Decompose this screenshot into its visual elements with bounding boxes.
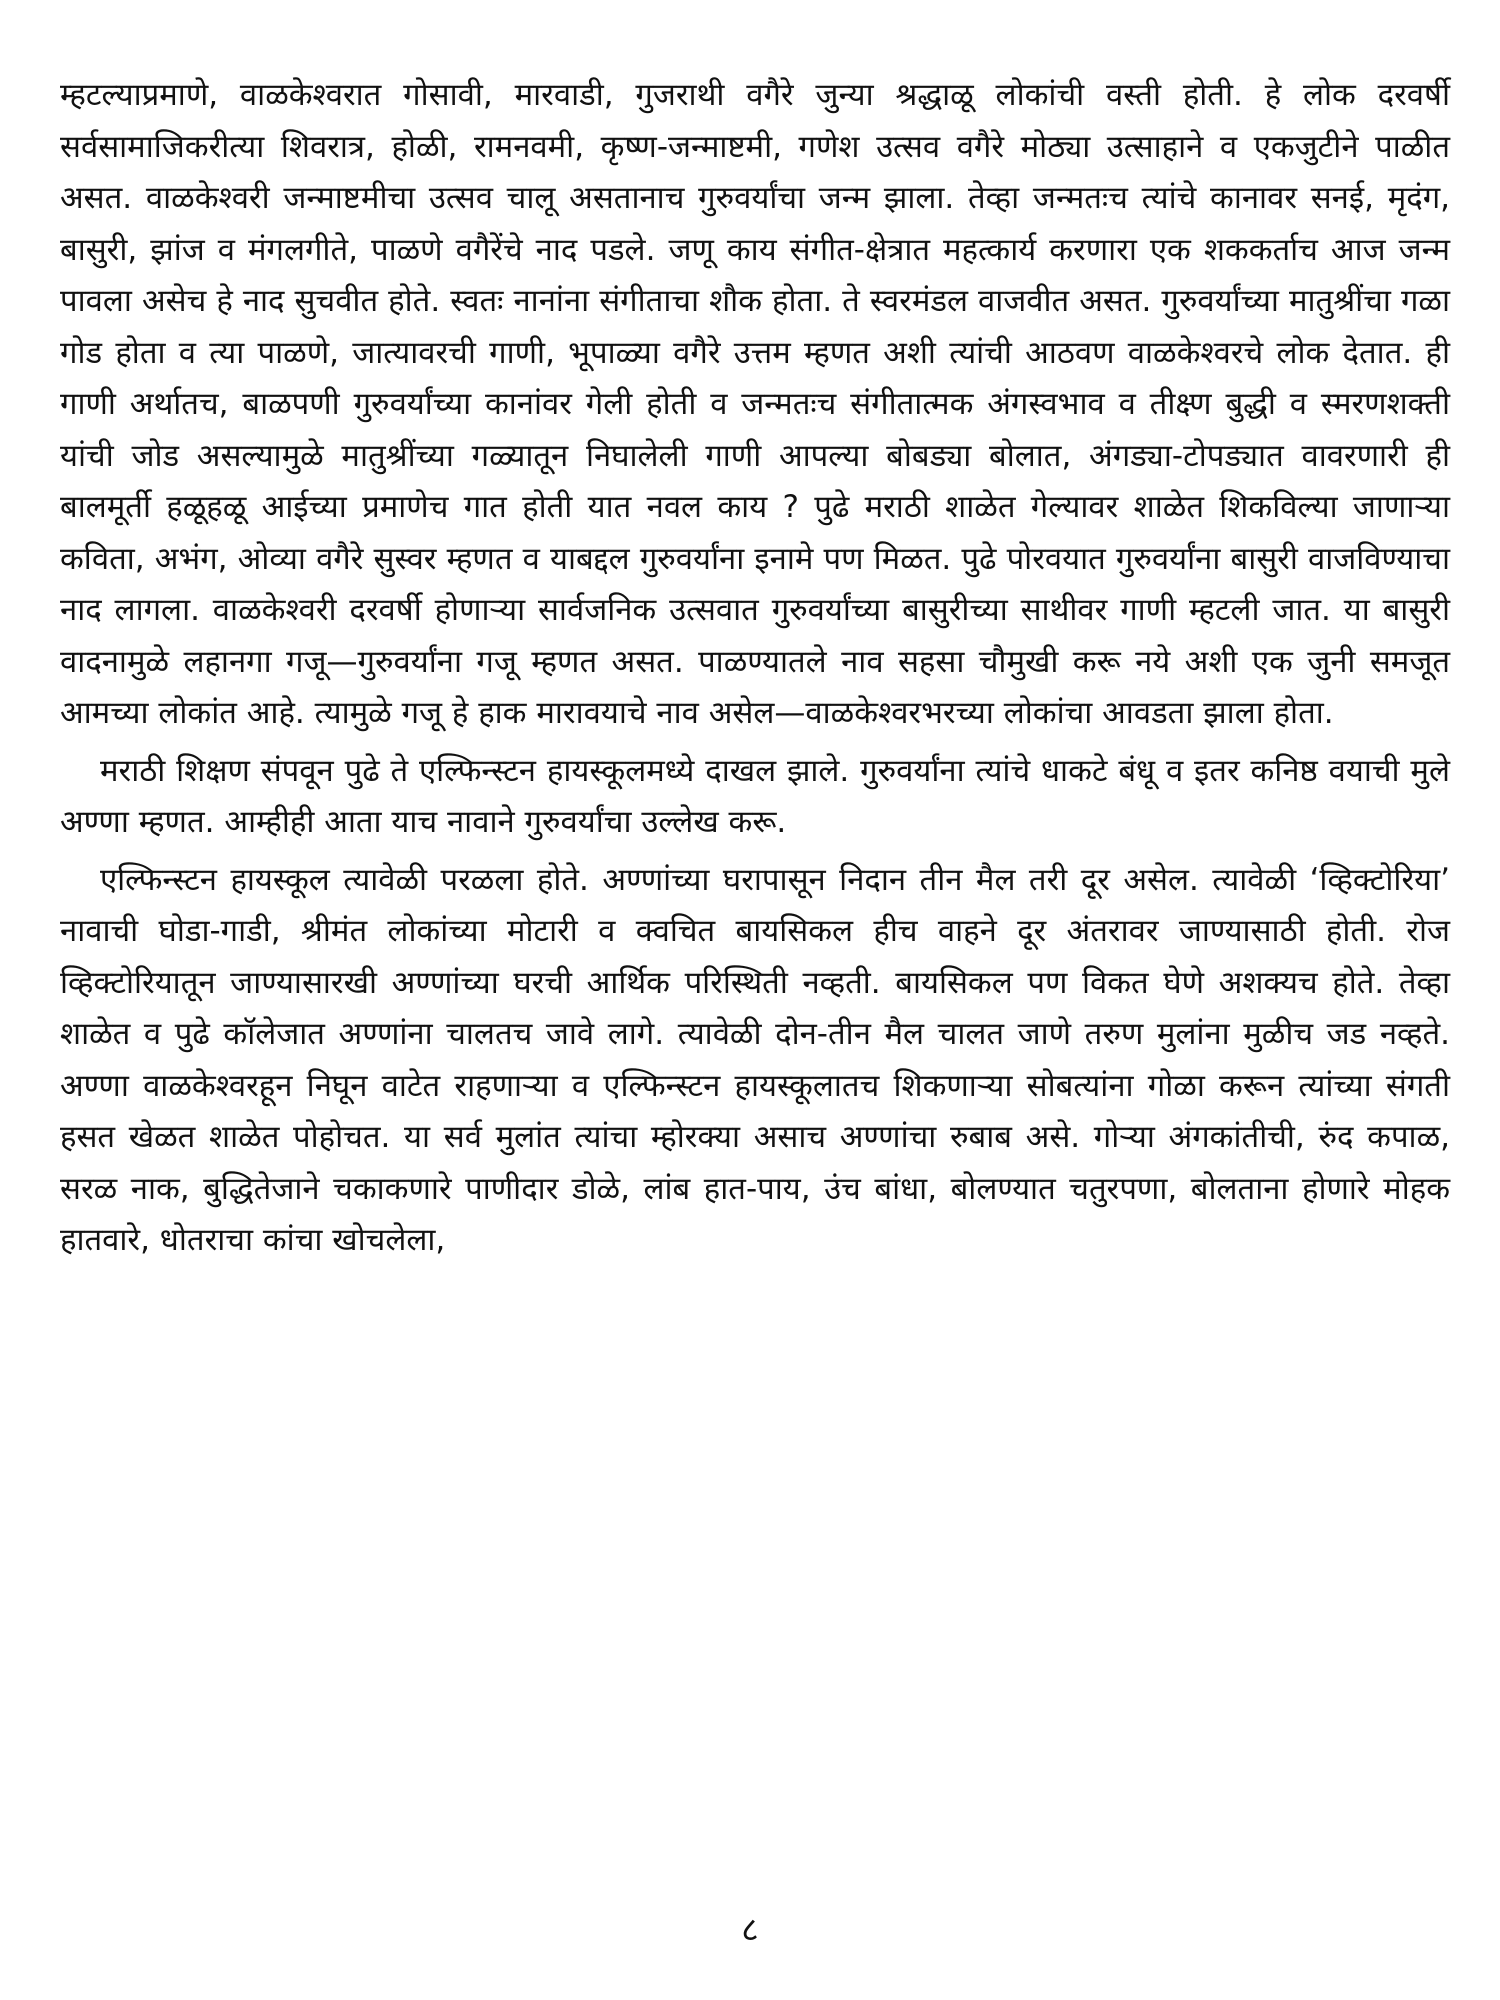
body-paragraph-3: एल्फिन्स्टन हायस्कूल त्यावेळी परळला होते. अण्णांच्या घरापासून निदान तीन मैल तरी दूर असेल. त्यावेळी ‘व्हिक्टोरिया’ नावाची घोडा-गाडी, श्रीमंत लोकांच्या मोटारी व क्वचित बायसिकल हीच वाहने दूर अंतरावर जाण्यासाठी होती. रोज व्हिक्टोरियातून जाण्यासारखी अण्णांच्या घरची आर्थिक परिस्थिती नव्हती. बायसिकल पण विकत घेणे अशक्यच होते. तेव्हा शाळेत व पुढे कॉलेजात अण्णांना चालतच जावे लागे. त्यावेळी दोन-तीन मैल चालत जाणे तरुण मुलांना मुळीच जड नव्हते. अण्णा वाळकेश्वरहून निघून वाटेत राहणाऱ्या व एल्फिन्स्टन हायस्कूलातच शिकणाऱ्या सोबत्यांना गोळा करून त्यांच्या संगती हसत खेळत शाळेत पोहोचत. या सर्व मुलांत त्यांचा म्होरक्या असाच अण्णांचा रुबाब असे. गोऱ्या अंगकांतीची, रुंद कपाळ, सरळ नाक, बुद्धितेजाने चकाकणारे पाणीदार डोळे, लांब हात-पाय, उंच बांधा, बोलण्यात चतुरपणा, बोलताना होणारे मोहक हातवारे, धोतराचा कांचा खोचलेला, xyxy=(60,861,1450,1258)
page-number: ८ xyxy=(741,1910,759,1950)
body-paragraph-2: मराठी शिक्षण संपवून पुढे ते एल्फिन्स्टन हायस्कूलमध्ये दाखल झाले. गुरुवर्यांना त्यांचे धाकटे बंधू व इतर कनिष्ठ वयाची मुले अण्णा म्हणत. आम्हीही आता याच नावाने गुरुवर्यांचा उल्लेख करू. xyxy=(60,752,1450,840)
body-paragraph-1: म्हटल्याप्रमाणे, वाळकेश्वरात गोसावी, मारवाडी, गुजराथी वगैरे जुन्या श्रद्धाळू लोकांची वस्ती होती. हे लोक दरवर्षी सर्वसामाजिकरीत्या शिवरात्र, होळी, रामनवमी, कृष्ण-जन्माष्टमी, गणेश उत्सव वगैरे मोठ्या उत्साहाने व एकजुटीने पाळीत असत. वाळकेश्वरी जन्माष्टमीचा उत्सव चालू असतानाच गुरुवर्यांचा जन्म झाला. तेव्हा जन्मतःच त्यांचे कानावर सनई, मृदंग, बासुरी, झांज व मंगलगीते, पाळणे वगैरेंचे नाद पडले. जणू काय संगीत-क्षेत्रात महत्कार्य करणारा एक शककर्ताच आज जन्म पावला असेच हे नाद सुचवीत होते. स्वतः नानांना संगीताचा शौक होता. ते स्वरमंडल वाजवीत असत. गुरुवर्यांच्या मातुश्रींचा गळा गोड होता व त्या पाळणे, जात्यावरची गाणी, भूपाळ्या वगैरे उत्तम म्हणत अशी त्यांची आठवण वाळकेश्वरचे लोक देतात. ही गाणी अर्थातच, बाळपणी गुरुवर्यांच्या कानांवर गेली होती व जन्मतःच संगीतात्मक अंगस्वभाव व तीक्ष्ण बुद्धी व स्मरणशक्ती यांची जोड असल्यामुळे मातुश्रींच्या गळ्यातून निघालेली गाणी आपल्या बोबड्या बोलात, अंगड्या-टोपड्यात वावरणारी ही बालमूर्ती हळूहळू आईच्या प्रमाणेच गात होती यात नवल काय ? पुढे मराठी शाळेत गेल्यावर शाळेत शिकविल्या जाणाऱ्या कविता, अभंग, ओव्या वगैरे सुस्वर म्हणत व याबद्दल गुरुवर्यांना इनामे पण मिळत. पुढे पोरवयात गुरुवर्यांना बासुरी वाजविण्याचा नाद लागला. वाळकेश्वरी दरवर्षी होणाऱ्या सार्वजनिक उत्सवात गुरुवर्यांच्या बासुरीच्या साथीवर गाणी म्हटली जात. या बासुरी वादनामुळे लहानगा गजू—गुरुवर्यांना गजू म्हणत असत. पाळण्यातले नाव सहसा चौमुखी करू नये अशी एक जुनी समजूत आमच्या लोकांत आहे. त्यामुळे गजू हे हाक मारावयाचे नाव असेल—वाळकेश्वरभरच्या लोकांचा आवडता झाला होता. xyxy=(60,77,1450,731)
document-page xyxy=(60,70,1450,1970)
